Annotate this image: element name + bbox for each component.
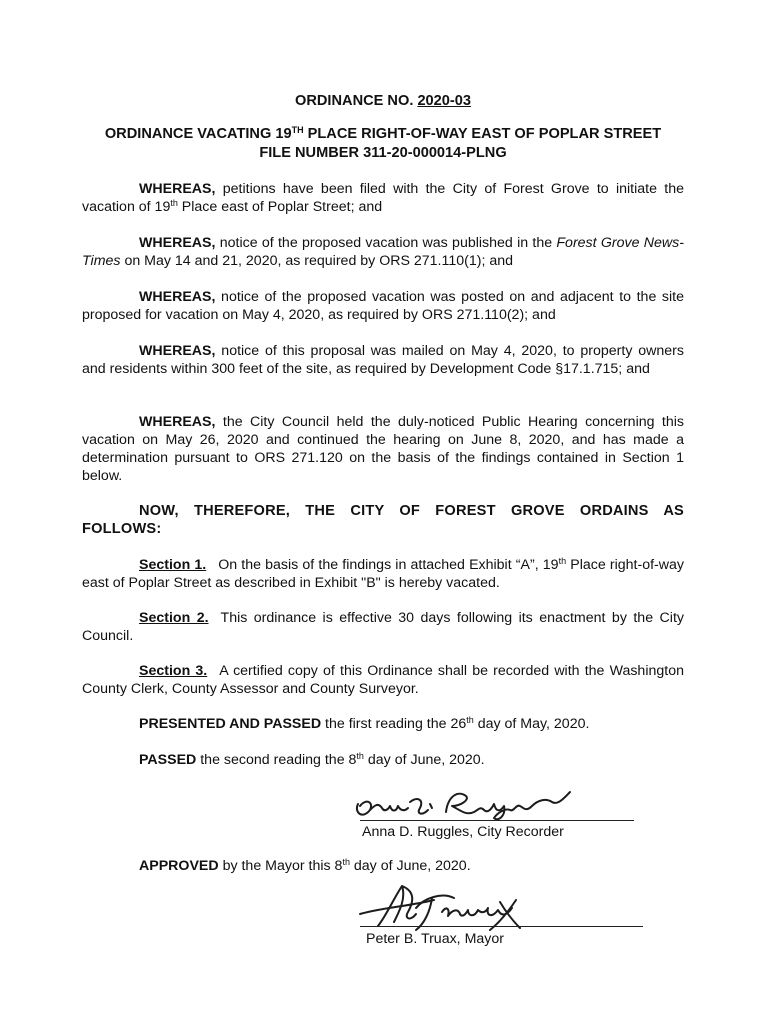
section-text: Place right-of-way east of Poplar Street as described in Exhibit "B" is hereby vacated.: [82, 557, 684, 591]
section-3: [82, 662, 684, 698]
whereas-text: petitions have been filed with the City of Forest Grove to initiate the vacation of 19: [82, 181, 684, 215]
now-therefore-heading: NOW, THEREFORE, THE CITY OF FOREST GROVE ORDAINS AS FOLLOWS:: [82, 503, 684, 537]
subtitle-superscript: TH: [291, 125, 304, 135]
ordinance-number: 2020-03: [417, 93, 471, 109]
whereas-label: WHEREAS,: [139, 235, 216, 251]
presented-label: PRESENTED AND PASSED: [139, 716, 322, 732]
whereas-text: on May 14 and 21, 2020, as required by ORS 271.110(1); and: [120, 253, 514, 269]
recorder-signature-line: [360, 820, 634, 821]
title-prefix: ORDINANCE NO.: [295, 93, 418, 109]
passed-text: the second reading the 8: [196, 752, 357, 768]
whereas-text: notice of the proposed vacation was published in the: [215, 235, 557, 251]
subtitle-line1-rest: PLACE RIGHT-OF-WAY EAST OF POPLAR STREET: [303, 126, 662, 142]
whereas-clause-4: [82, 342, 684, 378]
file-number: FILE NUMBER 311-20-000014-PLNG: [259, 145, 507, 161]
section-2-label: Section 2.: [139, 610, 209, 626]
whereas-clause-3: [82, 288, 684, 324]
superscript: th: [466, 715, 474, 725]
section-text: A certified copy of this Ordinance shall be recorded with the Washington County Clerk, County Assessor and County Surveyor.: [82, 663, 684, 697]
whereas-clause-2: [82, 234, 684, 270]
superscript: th: [558, 556, 567, 566]
whereas-clause-1: [82, 180, 684, 216]
section-3-label: Section 3.: [139, 663, 208, 679]
presented-text: the first reading the 26: [321, 716, 467, 732]
section-text: On the basis of the findings in attached Exhibit “A”, 19: [218, 557, 559, 573]
subtitle-line1: ORDINANCE VACATING 19: [104, 126, 292, 142]
ordinance-subtitle: [82, 125, 684, 163]
whereas-clause-5: [82, 413, 684, 485]
whereas-text: Place east of Poplar Street; and: [177, 199, 383, 215]
section-1-label: Section 1.: [139, 557, 207, 573]
passed-second-reading: [82, 751, 684, 769]
whereas-label: WHEREAS,: [139, 181, 216, 197]
section-text: This ordinance is effective 30 days following its enactment by the City Council.: [82, 610, 684, 644]
approved-text: day of June, 2020.: [349, 858, 471, 874]
presented-text: day of May, 2020.: [473, 716, 590, 732]
newspaper-name: Forest Grove News-Times: [82, 235, 684, 269]
recorder-name: Anna D. Ruggles, City Recorder: [362, 824, 564, 840]
mayor-approval: [82, 857, 684, 875]
superscript: th: [356, 751, 364, 761]
mayor-name: Peter B. Truax, Mayor: [366, 931, 504, 947]
passed-label: PASSED: [139, 752, 197, 768]
ordinance-title: [82, 92, 684, 110]
approved-text: by the Mayor this 8: [218, 858, 343, 874]
section-1: [82, 556, 684, 592]
whereas-text: the City Council held the duly-noticed Public Hearing concerning this vacation on May 26, 2020 and continued the hearing on June 8, 2020, and has made a determination pursuant to ORS 271.120 on the basis of the findings contained in Section 1 below.: [82, 414, 684, 484]
whereas-label: WHEREAS,: [139, 289, 216, 305]
whereas-label: WHEREAS,: [139, 343, 216, 359]
passed-text: day of June, 2020.: [363, 752, 485, 768]
whereas-text: notice of the proposed vacation was posted on and adjacent to the site proposed for vacation on May 4, 2020, as required by ORS 271.110(2); and: [82, 289, 684, 323]
superscript: th: [170, 198, 178, 208]
superscript: th: [342, 857, 350, 867]
whereas-text: notice of this proposal was mailed on May 4, 2020, to property owners and residents within 300 feet of the site, as required by Development Code §17.1.715; and: [82, 343, 684, 377]
whereas-label: WHEREAS,: [139, 414, 216, 430]
approved-label: APPROVED: [139, 858, 219, 874]
section-2: [82, 609, 684, 645]
presented-and-passed: [82, 715, 684, 733]
mayor-signature-line: [360, 926, 643, 927]
